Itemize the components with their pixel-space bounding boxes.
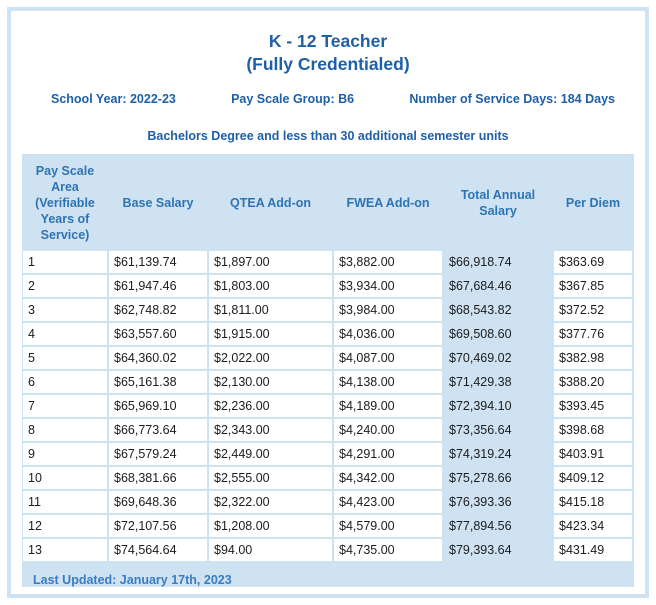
page-frame (7, 7, 649, 598)
cell-total-annual-salary: $73,356.64 (449, 423, 512, 437)
column-header-fwea-addon: FWEA Add-on (346, 195, 430, 210)
cell-base-salary: $69,648.36 (109, 491, 207, 513)
cell-base-salary: $65,161.38 (109, 371, 207, 393)
cell-qtea-addon: $94.00 (209, 539, 332, 561)
cell-base-salary: $61,139.74 (109, 251, 207, 273)
table-body (23, 251, 632, 561)
cell-per-diem: $398.68 (554, 419, 632, 441)
cell-years-of-service: 12 (23, 515, 107, 537)
page-title (22, 30, 634, 76)
cell-per-diem: $363.69 (554, 251, 632, 273)
cell-years-of-service: 13 (23, 539, 107, 561)
cell-years-of-service: 5 (23, 347, 107, 369)
cell-qtea-addon: $2,343.00 (209, 419, 332, 441)
cell-total-annual-salary: $69,508.60 (449, 327, 512, 341)
column-header-base-salary: Base Salary (122, 195, 194, 210)
cell-per-diem: $431.49 (554, 539, 632, 561)
degree-subtitle: Bachelors Degree and less than 30 additional semester units (147, 129, 509, 143)
cell-qtea-addon: $1,811.00 (209, 299, 332, 321)
cell-qtea-addon: $2,322.00 (209, 491, 332, 513)
cell-qtea-addon: $2,130.00 (209, 371, 332, 393)
cell-base-salary: $64,360.02 (109, 347, 207, 369)
cell-qtea-addon: $1,915.00 (209, 323, 332, 345)
cell-qtea-addon: $2,449.00 (209, 443, 332, 465)
cell-years-of-service: 7 (23, 395, 107, 417)
cell-qtea-addon: $2,236.00 (209, 395, 332, 417)
cell-per-diem: $393.45 (554, 395, 632, 417)
cell-years-of-service: 10 (23, 467, 107, 489)
column-header-pay-scale-area: Pay Scale Area (Verifiable Years of Service) (35, 163, 95, 242)
cell-fwea-addon: $3,934.00 (334, 275, 442, 297)
cell-total-annual-salary: $74,319.24 (449, 447, 512, 461)
cell-years-of-service: 8 (23, 419, 107, 441)
cell-qtea-addon: $2,022.00 (209, 347, 332, 369)
document-page (22, 22, 634, 587)
cell-total-annual-salary: $76,393.36 (449, 495, 512, 509)
column-header-total-annual-salary: Total Annual Salary (460, 187, 536, 218)
cell-fwea-addon: $4,036.00 (334, 323, 442, 345)
cell-base-salary: $68,381.66 (109, 467, 207, 489)
cell-fwea-addon: $4,240.00 (334, 419, 442, 441)
cell-total-annual-salary: $77,894.56 (449, 519, 512, 533)
cell-per-diem: $388.20 (554, 371, 632, 393)
column-header-per-diem: Per Diem (565, 195, 621, 210)
cell-qtea-addon: $1,803.00 (209, 275, 332, 297)
cell-total-annual-salary: $70,469.02 (449, 351, 512, 365)
cell-base-salary: $66,773.64 (109, 419, 207, 441)
page-title-line1: K - 12 Teacher (268, 31, 388, 51)
cell-base-salary: $62,748.82 (109, 299, 207, 321)
cell-fwea-addon: $4,138.00 (334, 371, 442, 393)
cell-qtea-addon: $1,208.00 (209, 515, 332, 537)
cell-per-diem: $377.76 (554, 323, 632, 345)
cell-base-salary: $74,564.64 (109, 539, 207, 561)
cell-base-salary: $65,969.10 (109, 395, 207, 417)
school-year-label: School Year: 2022-23 (51, 92, 176, 106)
cell-years-of-service: 3 (23, 299, 107, 321)
cell-years-of-service: 9 (23, 443, 107, 465)
cell-years-of-service: 6 (23, 371, 107, 393)
salary-table (22, 154, 634, 587)
cell-per-diem: $403.91 (554, 443, 632, 465)
cell-base-salary: $67,579.24 (109, 443, 207, 465)
cell-per-diem: $423.34 (554, 515, 632, 537)
cell-fwea-addon: $4,579.00 (334, 515, 442, 537)
cell-fwea-addon: $4,423.00 (334, 491, 442, 513)
info-row (51, 92, 615, 106)
cell-per-diem: $367.85 (554, 275, 632, 297)
cell-base-salary: $61,947.46 (109, 275, 207, 297)
cell-total-annual-salary: $66,918.74 (449, 255, 512, 269)
column-header-qtea-addon: QTEA Add-on (230, 195, 311, 210)
cell-base-salary: $72,107.56 (109, 515, 207, 537)
cell-fwea-addon: $4,189.00 (334, 395, 442, 417)
last-updated-note: Last Updated: January 17th, 2023 (33, 573, 232, 587)
cell-years-of-service: 4 (23, 323, 107, 345)
cell-total-annual-salary: $75,278.66 (449, 471, 512, 485)
cell-per-diem: $409.12 (554, 467, 632, 489)
cell-qtea-addon: $2,555.00 (209, 467, 332, 489)
cell-years-of-service: 2 (23, 275, 107, 297)
cell-qtea-addon: $1,897.00 (209, 251, 332, 273)
cell-total-annual-salary: $72,394.10 (449, 399, 512, 413)
pay-scale-group-label: Pay Scale Group: B6 (231, 92, 355, 106)
cell-per-diem: $372.52 (554, 299, 632, 321)
cell-fwea-addon: $4,735.00 (334, 539, 442, 561)
cell-years-of-service: 11 (23, 491, 107, 513)
cell-fwea-addon: $4,087.00 (334, 347, 442, 369)
cell-base-salary: $63,557.60 (109, 323, 207, 345)
cell-fwea-addon: $4,291.00 (334, 443, 442, 465)
cell-fwea-addon: $3,984.00 (334, 299, 442, 321)
table-header-row (23, 154, 632, 251)
cell-years-of-service: 1 (23, 251, 107, 273)
cell-fwea-addon: $3,882.00 (334, 251, 442, 273)
cell-fwea-addon: $4,342.00 (334, 467, 442, 489)
page-title-line2: (Fully Credentialed) (246, 54, 410, 74)
cell-total-annual-salary: $68,543.82 (449, 303, 512, 317)
cell-per-diem: $415.18 (554, 491, 632, 513)
cell-total-annual-salary: $71,429.38 (449, 375, 512, 389)
cell-per-diem: $382.98 (554, 347, 632, 369)
cell-total-annual-salary: $67,684.46 (449, 279, 512, 293)
service-days-label: Number of Service Days: 184 Days (409, 92, 615, 106)
cell-total-annual-salary: $79,393.64 (449, 543, 512, 557)
